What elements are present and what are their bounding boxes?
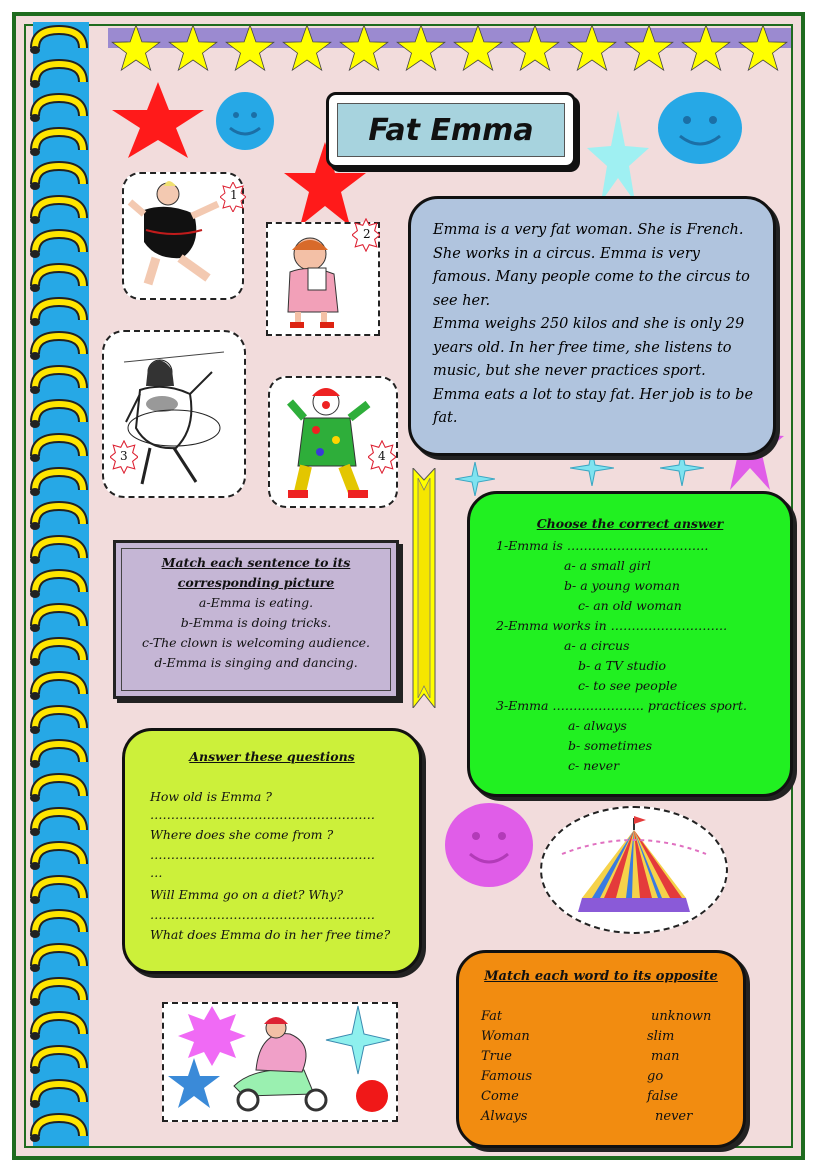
multiple-choice-heading: Choose the correct answer — [536, 516, 724, 531]
picture-3 — [102, 330, 246, 498]
word-right: slim — [647, 1029, 675, 1044]
matching-heading: Match each sentence to its — [161, 555, 351, 570]
story-card — [408, 196, 776, 456]
word-left: Woman — [481, 1029, 530, 1044]
option: b- a young woman — [564, 578, 680, 593]
yellow-banner-icon — [409, 468, 439, 708]
question-3: Will Emma go on a diet? Why? — [150, 887, 344, 902]
picture-2 — [266, 222, 380, 336]
blue-smiley-icon — [656, 90, 744, 166]
option: b- sometimes — [568, 738, 653, 753]
word-left: Famous — [481, 1069, 533, 1084]
matching-heading: corresponding picture — [177, 575, 335, 590]
matching-sentences-box — [113, 540, 399, 699]
answer-line: ……………………………………………… — [150, 847, 375, 862]
answer-line: ……………………………………………… — [150, 907, 375, 922]
title-box — [326, 92, 576, 168]
answer-questions-card — [122, 728, 422, 974]
picture-4 — [268, 376, 398, 508]
pink-smiley-icon — [444, 802, 534, 888]
matching-item: c-The clown is welcoming audience. — [142, 635, 370, 650]
option: c- never — [568, 758, 620, 773]
question-1: How old is Emma ? — [150, 789, 272, 804]
question-2: Where does she come from ? — [150, 827, 334, 842]
circus-tent-picture — [540, 806, 728, 934]
question-3: 3-Emma …………………. practices sport. — [496, 698, 748, 713]
woman-on-scooter-illustration — [164, 1004, 396, 1120]
word-left: Come — [481, 1089, 519, 1104]
spiral-binding — [29, 22, 91, 1146]
cyan-star-icon — [585, 108, 651, 204]
circus-tent-illustration — [542, 808, 726, 932]
red-star-icon — [108, 80, 208, 160]
picture-number: 2 — [363, 227, 371, 241]
scooter-picture — [162, 1002, 398, 1122]
blue-smiley-icon — [214, 90, 276, 152]
opposites-heading: Match each word to its opposite — [484, 969, 718, 984]
word-left: Fat — [481, 1009, 503, 1024]
question-4: What does Emma do in her free time? — [150, 927, 391, 942]
question-2: 2-Emma works in ………………………. — [496, 618, 728, 633]
word-left: True — [481, 1049, 512, 1064]
option: b- a TV studio — [578, 658, 666, 673]
story-text: Emma is a very fat woman. She is French. She works in a circus. Emma is very famous. Many people come to the circus to see her. Emma weighs 250 kilos and she is only 29 years old. In her free time, she listens to music, but she never practices sport. Emma eats a lot to stay fat. Her job is to be fat. — [433, 222, 754, 426]
picture-number: 4 — [378, 449, 386, 463]
option: a- always — [568, 718, 627, 733]
option: a- a small girl — [564, 558, 651, 573]
picture-number: 1 — [230, 188, 238, 202]
word-right: unknown — [651, 1009, 712, 1024]
answer-line: … — [150, 865, 163, 880]
word-right: man — [651, 1049, 680, 1064]
page-title: Fat Emma — [368, 112, 534, 148]
picture-number: 3 — [120, 449, 128, 463]
word-left: Always — [481, 1109, 528, 1124]
multiple-choice-card — [467, 491, 793, 797]
matching-item: d-Emma is singing and dancing. — [154, 655, 358, 670]
word-right: never — [655, 1109, 693, 1124]
option: c- an old woman — [578, 598, 682, 613]
word-right: false — [647, 1089, 679, 1104]
matching-item: a-Emma is eating. — [198, 595, 314, 610]
questions-heading: Answer these questions — [189, 749, 355, 764]
question-1: 1-Emma is ……………………………. — [496, 538, 709, 553]
picture-1 — [122, 172, 244, 300]
option: c- to see people — [578, 678, 678, 693]
option: a- a circus — [564, 638, 630, 653]
word-right: go — [647, 1069, 664, 1084]
matching-item: b-Emma is doing tricks. — [180, 615, 332, 630]
opposites-card — [456, 950, 746, 1148]
star-border — [108, 24, 791, 80]
answer-line: ……………………………………………… — [150, 807, 375, 822]
